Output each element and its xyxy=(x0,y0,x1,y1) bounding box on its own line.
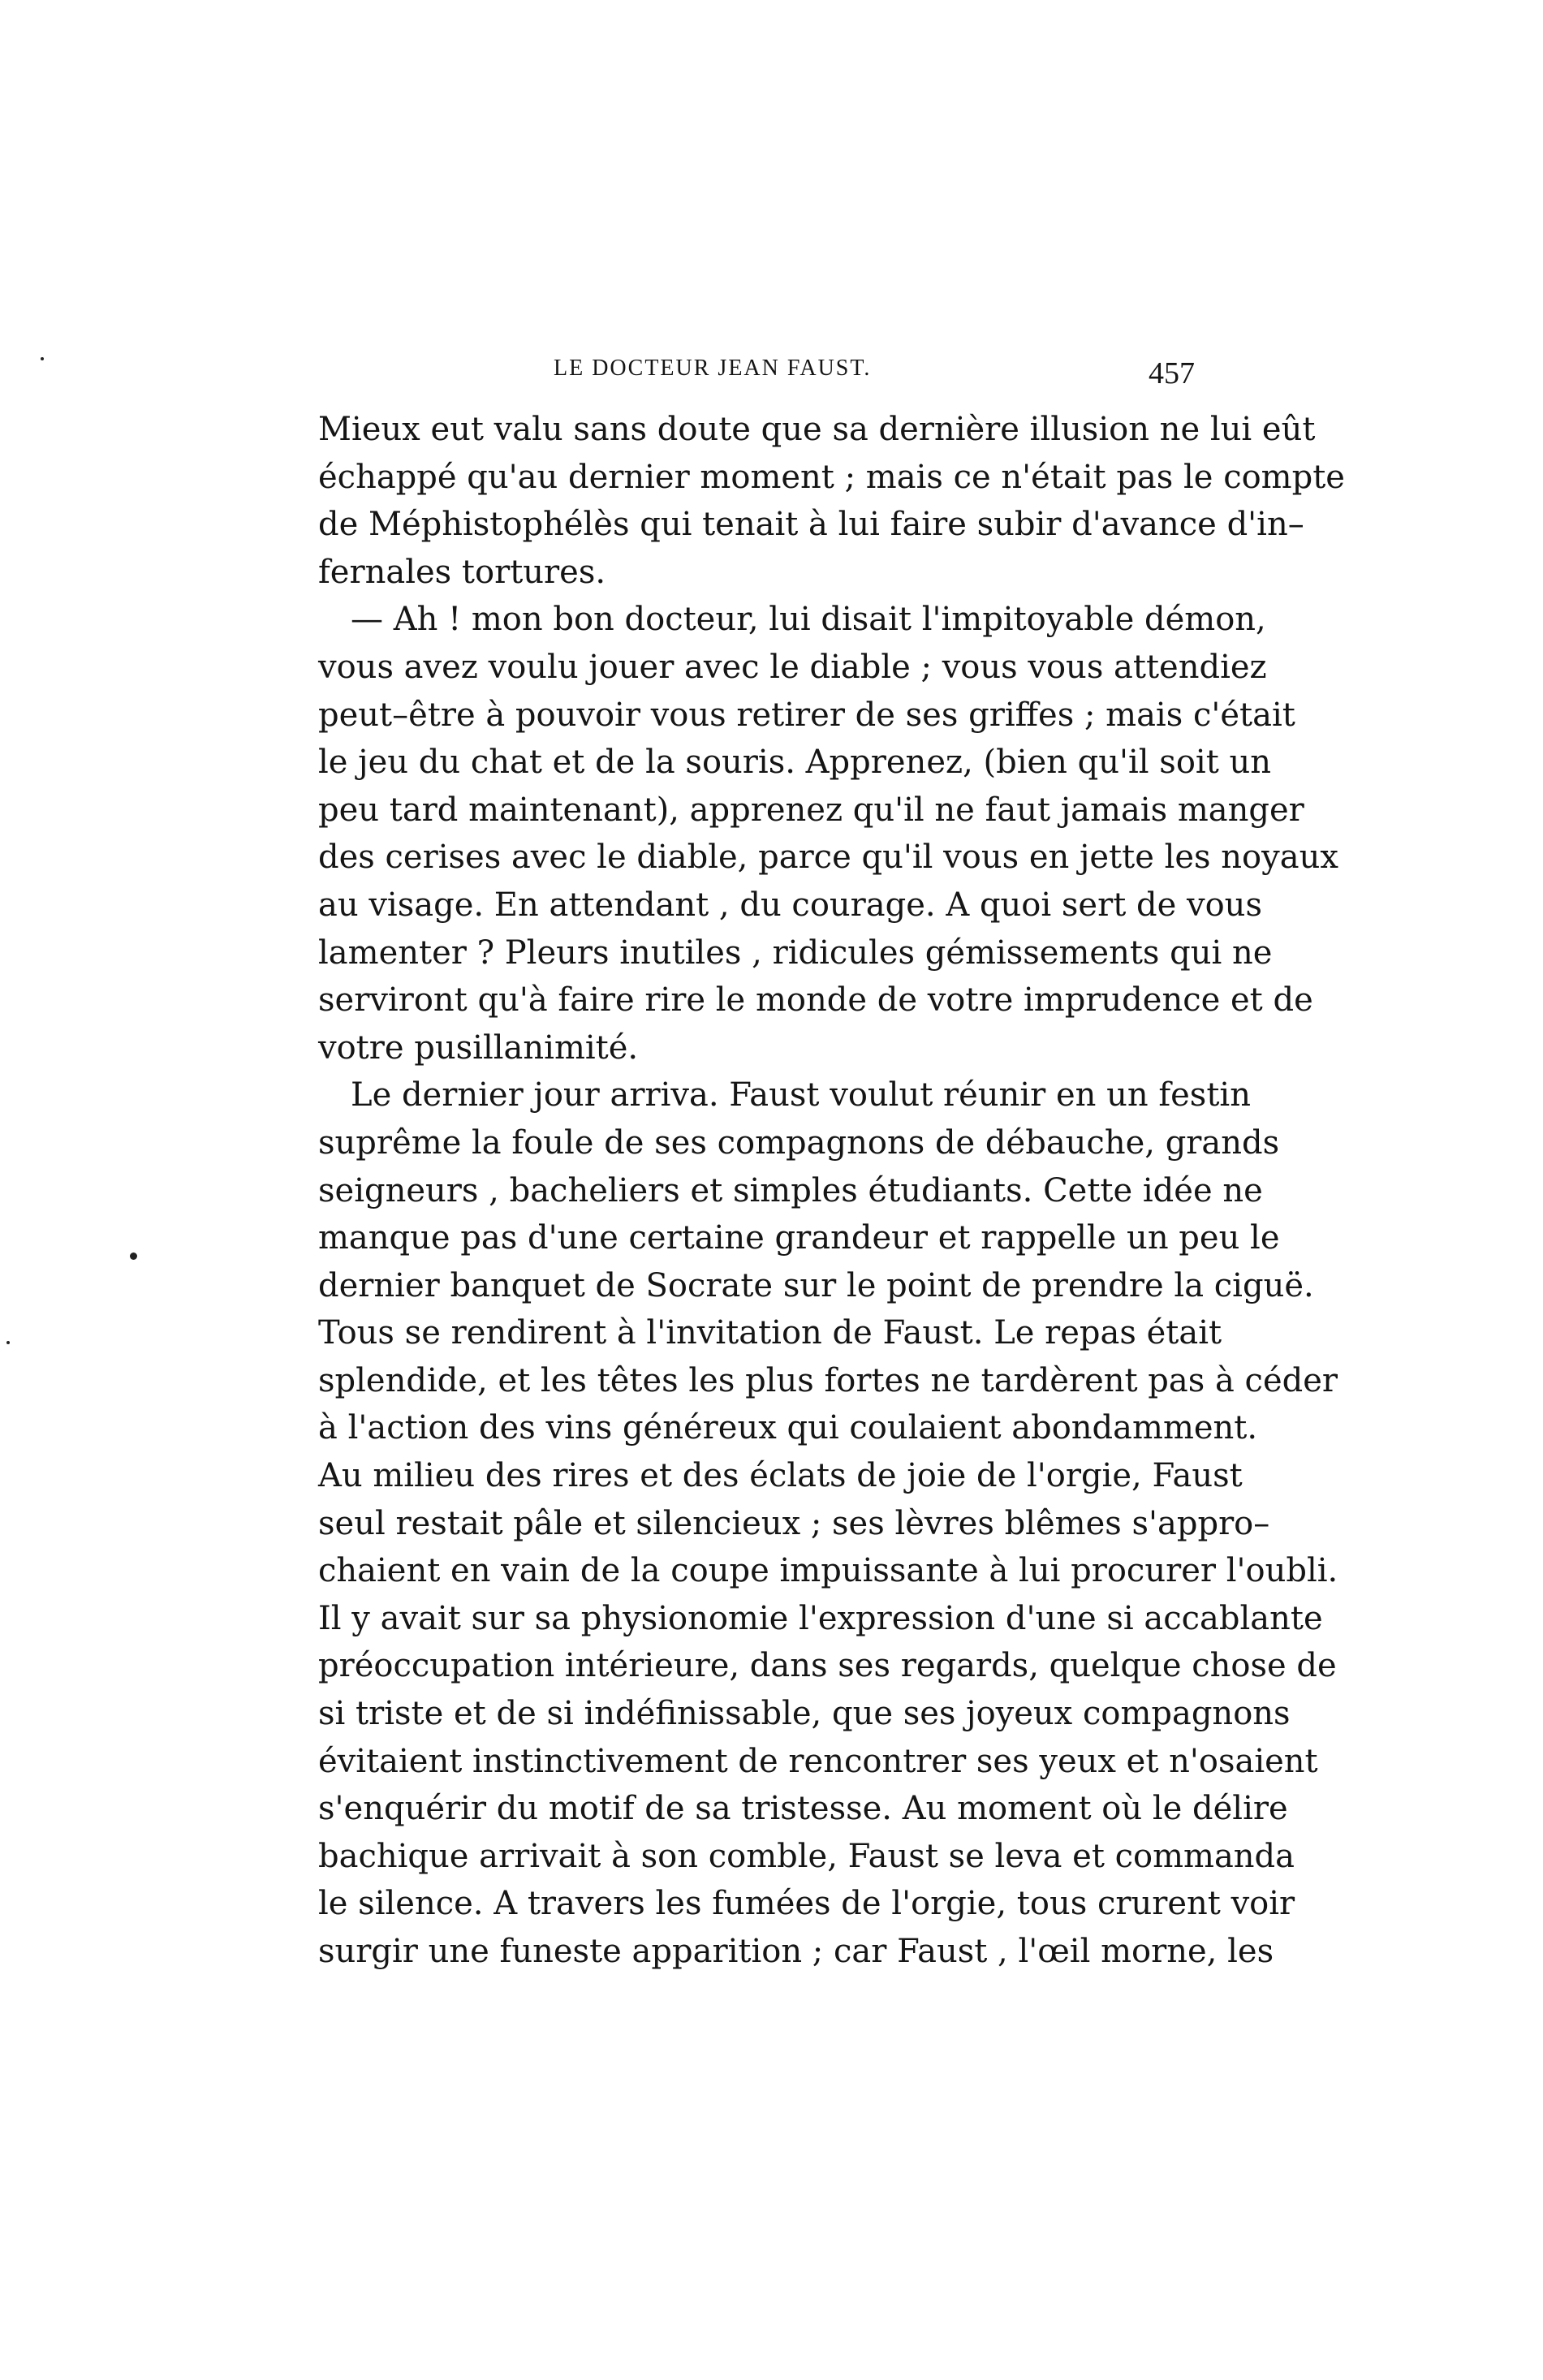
text-line: échappé qu'au dernier moment ; mais ce n'était pas le compte xyxy=(318,458,1345,496)
text-line: vous avez voulu jouer avec le diable ; vous vous attendiez xyxy=(318,648,1267,686)
text-line: seigneurs , bacheliers et simples étudiants. Cette idée ne xyxy=(318,1171,1263,1209)
text-line: s'enquérir du motif de sa tristesse. Au moment où le délire xyxy=(318,1790,1288,1828)
text-line: splendide, et les têtes les plus fortes ne tardèrent pas à céder xyxy=(318,1361,1338,1399)
text-line: chaient en vain de la coupe impuissante à lui procurer l'oubli. xyxy=(318,1552,1338,1590)
text-line: Tous se rendirent à l'invitation de Faust. Le repas était xyxy=(318,1314,1222,1352)
text-line: au visage. En attendant , du courage. A quoi sert de vous xyxy=(318,886,1262,924)
ink-speck xyxy=(6,1341,10,1344)
text-line: bachique arrivait à son comble, Faust se leva et commanda xyxy=(318,1837,1295,1875)
text-line: peut–être à pouvoir vous retirer de ses griffes ; mais c'était xyxy=(318,696,1295,734)
text-line: des cerises avec le diable, parce qu'il vous en jette les noyaux xyxy=(318,839,1338,877)
text-line: le silence. A travers les fumées de l'orgie, tous crurent voir xyxy=(318,1885,1295,1923)
text-line: Mieux eut valu sans doute que sa dernière illusion ne lui eût xyxy=(318,411,1316,448)
text-line: lamenter ? Pleurs inutiles , ridicules gémissements qui ne xyxy=(318,933,1273,972)
text-line: votre pusillanimité. xyxy=(318,1028,639,1067)
text-line: — Ah ! mon bon docteur, lui disait l'impitoyable démon, xyxy=(351,601,1266,639)
text-line: manque pas d'une certaine grandeur et rappelle un peu le xyxy=(318,1219,1280,1257)
text-line: Il y avait sur sa physionomie l'expression d'une si accablante xyxy=(318,1599,1323,1637)
text-line: suprême la foule de ses compagnons de débauche, grands xyxy=(318,1123,1280,1162)
running-title: LE DOCTEUR JEAN FAUST. xyxy=(554,356,872,381)
text-line: préoccupation intérieure, dans ses regards, quelque chose de xyxy=(318,1647,1337,1685)
body-text xyxy=(318,406,1345,1976)
text-line: surgir une funeste apparition ; car Faust , l'œil morne, les xyxy=(318,1933,1274,1970)
text-line: Au milieu des rires et des éclats de joie de l'orgie, Faust xyxy=(318,1457,1243,1495)
text-line: serviront qu'à faire rire le monde de votre imprudence et de xyxy=(318,981,1313,1020)
ink-speck xyxy=(130,1253,137,1260)
text-line: peu tard maintenant), apprenez qu'il ne faut jamais manger xyxy=(318,791,1304,829)
text-line: seul restait pâle et silencieux ; ses lèvres blêmes s'appro– xyxy=(318,1504,1270,1542)
text-line: évitaient instinctivement de rencontrer ses yeux et n'osaient xyxy=(318,1742,1318,1780)
text-line: à l'action des vins généreux qui coulaient abondamment. xyxy=(318,1409,1258,1447)
text-line: si triste et de si indéfinissable, que ses joyeux compagnons xyxy=(318,1695,1291,1733)
text-line: de Méphistophélès qui tenait à lui faire subir d'avance d'in– xyxy=(318,506,1304,544)
page-number: 457 xyxy=(1149,356,1195,390)
running-head xyxy=(318,356,1195,398)
text-line: Le dernier jour arriva. Faust voulut réunir en un festin xyxy=(351,1076,1251,1115)
text-line: le jeu du chat et de la souris. Apprenez, (bien qu'il soit un xyxy=(318,744,1272,782)
text-line: fernales tortures. xyxy=(318,553,606,591)
text-line: dernier banquet de Socrate sur le point de prendre la ciguë. xyxy=(318,1266,1314,1304)
ink-speck xyxy=(41,357,44,360)
